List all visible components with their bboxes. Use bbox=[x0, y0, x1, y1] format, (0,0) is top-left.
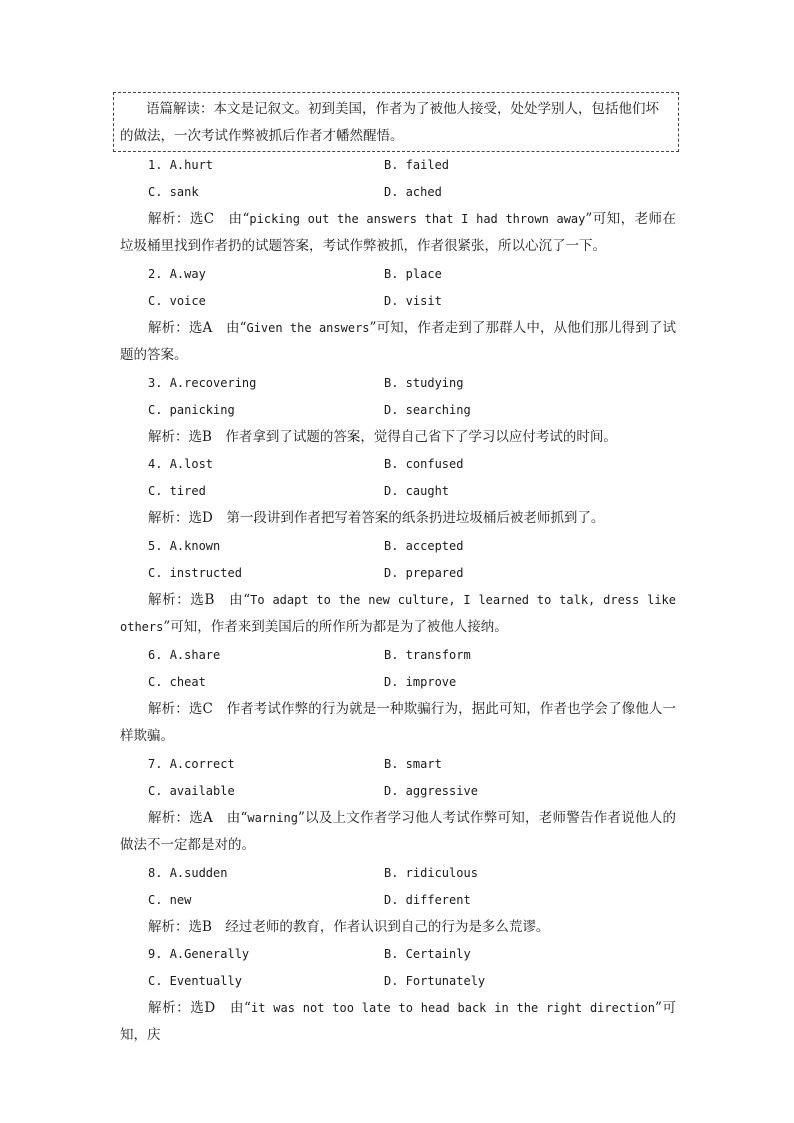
q1-number: 1. bbox=[148, 158, 163, 172]
q7-expl-prefix: 解析：选A 由“ bbox=[148, 810, 248, 826]
q6-option-a: A.share bbox=[169, 648, 221, 662]
q7-option-c: C. available bbox=[148, 784, 235, 798]
q2-expl-prefix: 解析：选A 由“ bbox=[148, 320, 247, 336]
q9-number: 9. bbox=[148, 947, 163, 961]
q8-explanation bbox=[120, 914, 676, 941]
q1-expl-suffix: ”可知，老师在垃圾桶里找到作者扔的试题答案，考试作弊被抓，作者很紧张，所以心沉了一下。 bbox=[120, 211, 676, 254]
q9-option-c: C. Eventually bbox=[148, 974, 242, 988]
q5-expl-quote: To adapt to the new culture, I learned to talk, dress like others bbox=[120, 593, 676, 634]
q2-option-d: D. visit bbox=[384, 294, 442, 308]
q6-expl-prefix: 解析：选C 作者考试作弊的行为就是一种欺骗行为，据此可知，作者也学会了像他人一样欺骗。 bbox=[120, 701, 676, 744]
q5-number: 5. bbox=[148, 539, 163, 553]
q3-option-c: C. panicking bbox=[148, 403, 235, 417]
q6-option-b: B. transform bbox=[384, 648, 471, 662]
q9-option-a: A.Generally bbox=[169, 947, 250, 961]
q7-option-d: D. aggressive bbox=[384, 784, 478, 798]
q7-option-ac bbox=[148, 751, 235, 778]
passage-summary-box bbox=[113, 92, 679, 152]
q8-option-ac bbox=[148, 860, 227, 887]
q8-option-d: D. different bbox=[384, 893, 471, 907]
q2-option-c: C. voice bbox=[148, 294, 206, 308]
q3-explanation bbox=[120, 424, 676, 451]
q9-option-d: D. Fortunately bbox=[384, 974, 486, 988]
q3-expl-prefix: 解析：选B 作者拿到了试题的答案，觉得自己省下了学习以应付考试的时间。 bbox=[148, 429, 617, 445]
q2-number: 2. bbox=[148, 267, 163, 281]
q2-option-a: A.way bbox=[169, 267, 206, 281]
q5-option-a: A.known bbox=[169, 539, 221, 553]
q8-option-a: A.sudden bbox=[169, 866, 228, 880]
q4-option-b: B. confused bbox=[384, 457, 464, 471]
q5-option-ac bbox=[148, 533, 220, 560]
q3-number: 3. bbox=[148, 376, 163, 390]
q9-explanation bbox=[120, 995, 676, 1049]
q1-option-a: A.hurt bbox=[169, 158, 214, 172]
q3-option-a: A.recovering bbox=[169, 376, 257, 390]
q4-option-c: C. tired bbox=[148, 484, 206, 498]
q2-expl-suffix: ”可知，作者走到了那群人中，从他们那儿得到了试题的答案。 bbox=[120, 320, 676, 363]
q3-option-ac bbox=[148, 370, 256, 397]
q8-option-b: B. ridiculous bbox=[384, 866, 478, 880]
q4-option-a: A.lost bbox=[169, 457, 214, 471]
q9-expl-prefix: 解析：选D 由“ bbox=[148, 1000, 251, 1016]
q6-explanation bbox=[120, 696, 676, 750]
q9-expl-suffix: ”可知，庆 bbox=[120, 1000, 676, 1043]
q3-option-b: B. studying bbox=[384, 376, 464, 390]
q5-option-b: B. accepted bbox=[384, 539, 464, 553]
q7-expl-quote: warning bbox=[247, 811, 298, 825]
q6-option-d: D. improve bbox=[384, 675, 457, 689]
q5-explanation bbox=[120, 587, 676, 641]
q5-option-d: D. prepared bbox=[384, 566, 464, 580]
q2-option-ac bbox=[148, 261, 206, 288]
q9-option-b: B. Certainly bbox=[384, 947, 471, 961]
q8-option-c: C. new bbox=[148, 893, 192, 907]
q1-explanation bbox=[120, 206, 676, 260]
q1-option-b: B. failed bbox=[384, 158, 450, 172]
q6-option-c: C. cheat bbox=[148, 675, 206, 689]
q1-expl-prefix: 解析：选C 由“ bbox=[148, 211, 250, 227]
q7-number: 7. bbox=[148, 757, 163, 771]
q4-option-ac bbox=[148, 451, 213, 478]
q4-expl-prefix: 解析：选D 第一段讲到作者把写着答案的纸条扔进垃圾桶后被老师抓到了。 bbox=[148, 510, 605, 526]
q9-option-ac bbox=[148, 941, 249, 968]
q9-expl-quote: it was not too late to head back in the right direction bbox=[250, 1001, 655, 1015]
q1-expl-quote: picking out the answers that I had thrown away bbox=[249, 212, 586, 226]
q4-number: 4. bbox=[148, 457, 163, 471]
q2-expl-quote: Given the answers bbox=[246, 321, 370, 335]
q1-option-ac bbox=[148, 152, 213, 179]
q4-option-d: D. caught bbox=[384, 484, 450, 498]
q6-number: 6. bbox=[148, 648, 163, 662]
q2-option-b: B. place bbox=[384, 267, 442, 281]
passage-summary-text: 语篇解读：本文是记叙文。初到美国，作者为了被他人接受，处处学别人，包括他们坏的做法，一次考试作弊被抓后作者才幡然醒悟。 bbox=[120, 101, 659, 144]
q7-option-b: B. smart bbox=[384, 757, 442, 771]
q8-number: 8. bbox=[148, 866, 163, 880]
q8-expl-prefix: 解析：选B 经过老师的教育，作者认识到自己的行为是多么荒谬。 bbox=[148, 919, 550, 935]
q3-option-d: D. searching bbox=[384, 403, 471, 417]
q7-option-a: A.correct bbox=[169, 757, 235, 771]
q7-expl-suffix: ”以及上文作者学习他人考试作弊可知，老师警告作者说他人的做法不一定都是对的。 bbox=[120, 810, 676, 853]
q1-option-c: C. sank bbox=[148, 185, 199, 199]
q4-explanation bbox=[120, 505, 676, 532]
q2-explanation bbox=[120, 315, 676, 369]
q6-option-ac bbox=[148, 642, 220, 669]
q5-expl-suffix: ”可知，作者来到美国后的所作所为都是为了被他人接纳。 bbox=[163, 619, 508, 635]
q1-option-d: D. ached bbox=[384, 185, 442, 199]
q5-expl-prefix: 解析：选B 由“ bbox=[148, 592, 251, 608]
q7-explanation bbox=[120, 805, 676, 859]
q5-option-c: C. instructed bbox=[148, 566, 242, 580]
